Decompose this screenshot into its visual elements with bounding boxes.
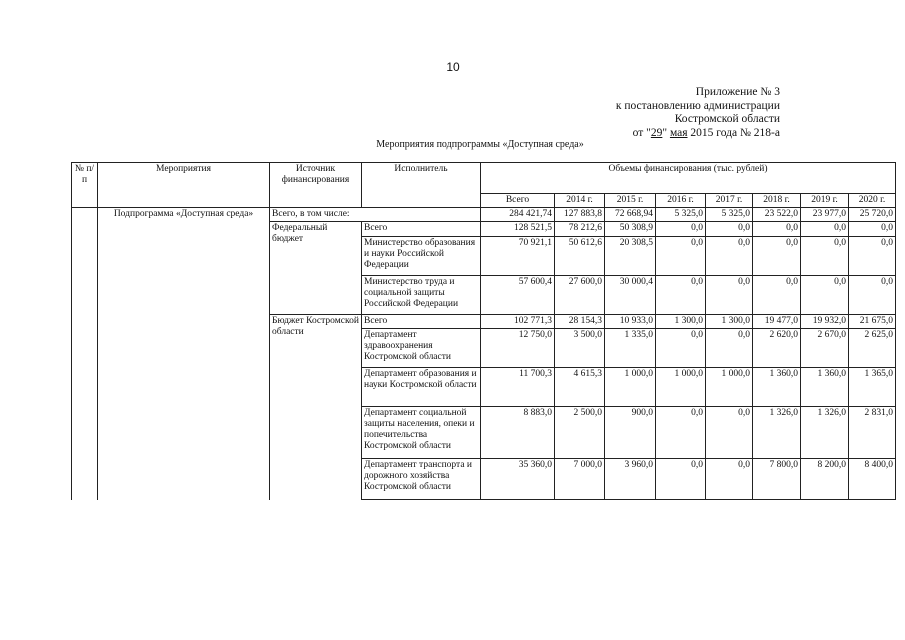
date-prefix: от " [632, 126, 651, 139]
value-cell: 4 615,3 [555, 368, 605, 407]
value-cell: 900,0 [605, 407, 656, 459]
value-cell: 284 421,74 [481, 208, 555, 222]
value-cell: 25 720,0 [849, 208, 896, 222]
value-cell: 0,0 [656, 459, 706, 500]
executor-cell: Всего [362, 222, 481, 237]
summary-row [72, 208, 896, 222]
value-cell: 0,0 [656, 237, 706, 276]
value-cell: 23 522,0 [753, 208, 801, 222]
value-cell: 50 612,6 [555, 237, 605, 276]
source-cell: Федеральный бюджет [270, 222, 362, 315]
value-cell: 7 800,0 [753, 459, 801, 500]
value-cell: 0,0 [801, 276, 849, 315]
summary-label: Всего, в том числе: [270, 208, 481, 222]
date-sep: " [662, 126, 670, 139]
document-title: Мероприятия подпрограммы «Доступная среда» [376, 139, 584, 150]
value-cell: 0,0 [656, 222, 706, 237]
appendix-line3: Костромской области [674, 113, 780, 125]
value-cell: 0,0 [706, 329, 753, 368]
value-cell: 0,0 [706, 276, 753, 315]
executor-cell: Всего [362, 315, 481, 329]
value-cell: 0,0 [801, 222, 849, 237]
value-cell: 20 308,5 [605, 237, 656, 276]
value-cell: 0,0 [753, 237, 801, 276]
value-cell: 8 400,0 [849, 459, 896, 500]
header-year: 2017 г. [706, 194, 753, 208]
value-cell: 23 977,0 [801, 208, 849, 222]
value-cell: 0,0 [656, 407, 706, 459]
value-cell: 50 308,9 [605, 222, 656, 237]
value-cell: 0,0 [706, 459, 753, 500]
appendix-line2: к постановлению администрации [615, 99, 780, 112]
value-cell: 8 200,0 [801, 459, 849, 500]
value-cell: 0,0 [706, 237, 753, 276]
value-cell: 128 521,5 [481, 222, 555, 237]
value-cell: 10 933,0 [605, 315, 656, 329]
value-cell: 0,0 [706, 222, 753, 237]
value-cell: 7 000,0 [555, 459, 605, 500]
event-name: Подпрограмма «Доступная среда» [113, 209, 254, 219]
value-cell: 0,0 [706, 407, 753, 459]
page-number: 10 [446, 60, 460, 74]
funding-table [71, 162, 896, 500]
value-cell: 72 668,94 [605, 208, 656, 222]
value-cell: 0,0 [753, 222, 801, 237]
value-cell: 102 771,3 [481, 315, 555, 329]
value-cell: 5 325,0 [656, 208, 706, 222]
executor-cell: Департамент здравоохранения Костромской области [362, 329, 481, 368]
value-cell: 2 620,0 [753, 329, 801, 368]
value-cell: 3 500,0 [555, 329, 605, 368]
value-cell: 5 325,0 [706, 208, 753, 222]
value-cell: 1 360,0 [753, 368, 801, 407]
executor-cell: Министерство образования и науки Российской Федерации [362, 237, 481, 276]
header-funding: Объемы финансирования (тыс. рублей) [481, 163, 896, 194]
header-year: 2015 г. [605, 194, 656, 208]
value-cell: 28 154,3 [555, 315, 605, 329]
value-cell: 1 365,0 [849, 368, 896, 407]
value-cell: 8 883,0 [481, 407, 555, 459]
appendix-line1: Приложение № 3 [695, 86, 780, 98]
appendix-date [540, 127, 780, 141]
value-cell: 127 883,8 [555, 208, 605, 222]
header-year: 2016 г. [656, 194, 706, 208]
value-cell: 3 960,0 [605, 459, 656, 500]
header-num: № п/п [72, 163, 98, 208]
header-total: Всего [481, 194, 555, 208]
date-month: мая [669, 126, 688, 139]
value-cell: 0,0 [849, 222, 896, 237]
value-cell: 19 932,0 [801, 315, 849, 329]
date-suffix: 2015 года № 218-а [687, 126, 780, 139]
value-cell: 1 326,0 [753, 407, 801, 459]
header-year: 2018 г. [753, 194, 801, 208]
value-cell: 30 000,4 [605, 276, 656, 315]
header-events: Мероприятия [98, 163, 270, 208]
value-cell: 35 360,0 [481, 459, 555, 500]
value-cell: 1 300,0 [656, 315, 706, 329]
value-cell: 2 500,0 [555, 407, 605, 459]
value-cell: 12 750,0 [481, 329, 555, 368]
value-cell: 78 212,6 [555, 222, 605, 237]
value-cell: 1 000,0 [706, 368, 753, 407]
header-year: 2014 г. [555, 194, 605, 208]
value-cell: 1 335,0 [605, 329, 656, 368]
header-year: 2019 г. [801, 194, 849, 208]
value-cell: 1 000,0 [605, 368, 656, 407]
value-cell: 0,0 [753, 276, 801, 315]
value-cell: 0,0 [656, 276, 706, 315]
executor-cell: Департамент образования и науки Костромской области [362, 368, 481, 407]
value-cell: 19 477,0 [753, 315, 801, 329]
header-executor: Исполнитель [362, 163, 481, 208]
executor-cell: Департамент социальной защиты населения, опеки и попечительства Костромской области [362, 407, 481, 459]
value-cell: 2 831,0 [849, 407, 896, 459]
executor-cell: Министерство труда и социальной защиты Российской Федерации [362, 276, 481, 315]
value-cell: 21 675,0 [849, 315, 896, 329]
source-cell: Бюджет Костромской области [270, 315, 362, 500]
value-cell: 57 600,4 [481, 276, 555, 315]
value-cell: 2 625,0 [849, 329, 896, 368]
value-cell: 1 000,0 [656, 368, 706, 407]
header-year: 2020 г. [849, 194, 896, 208]
value-cell: 27 600,0 [555, 276, 605, 315]
header-row [72, 163, 896, 194]
value-cell: 0,0 [849, 237, 896, 276]
value-cell: 1 300,0 [706, 315, 753, 329]
header-source: Источник финансирования [270, 163, 362, 208]
num-cell [72, 208, 98, 500]
value-cell: 2 670,0 [801, 329, 849, 368]
value-cell: 11 700,3 [481, 368, 555, 407]
value-cell: 70 921,1 [481, 237, 555, 276]
value-cell: 1 326,0 [801, 407, 849, 459]
appendix-header [540, 86, 780, 140]
value-cell: 1 360,0 [801, 368, 849, 407]
executor-cell: Департамент транспорта и дорожного хозяйства Костромской области [362, 459, 481, 500]
event-cell [98, 208, 270, 500]
value-cell: 0,0 [849, 276, 896, 315]
value-cell: 0,0 [656, 329, 706, 368]
value-cell: 0,0 [801, 237, 849, 276]
date-day: 29 [650, 126, 663, 139]
